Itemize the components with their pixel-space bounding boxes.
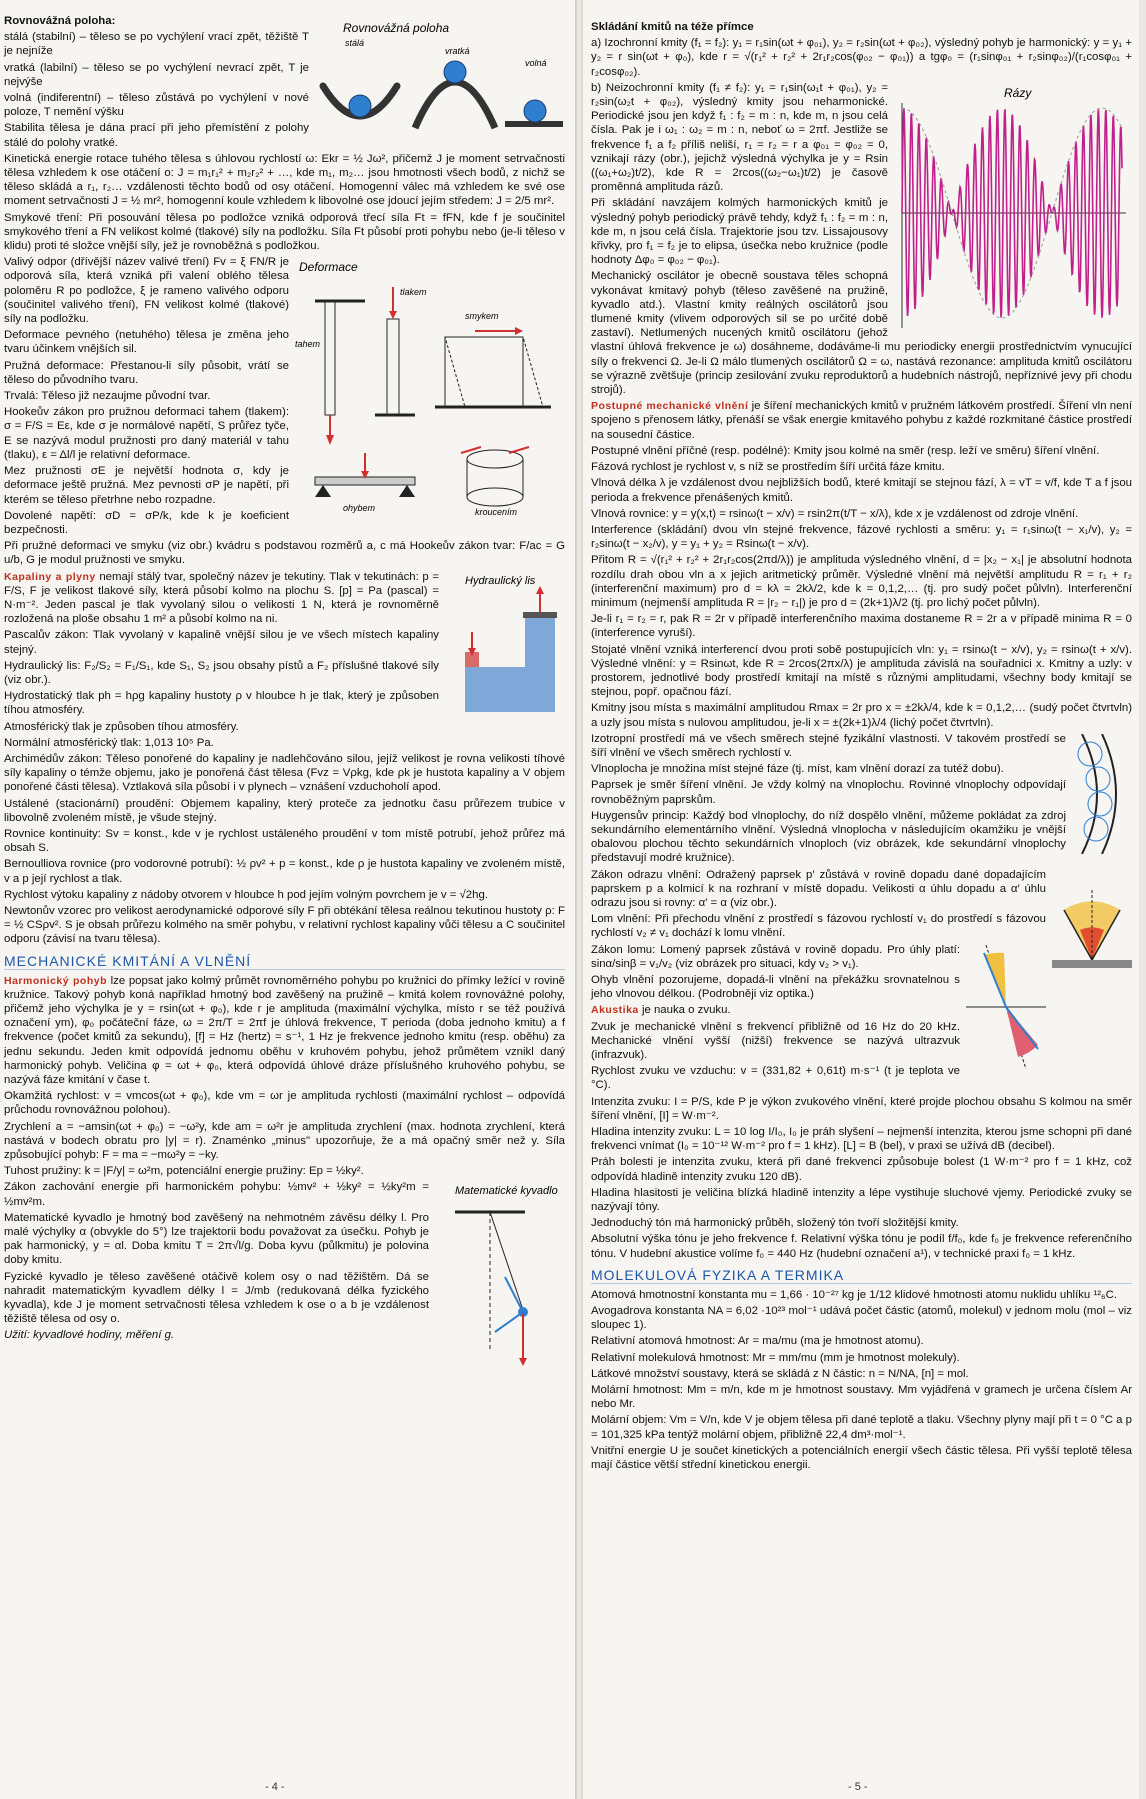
text-rovnice-kontinuity: Rovnice kontinuity: Sv = konst., kde v je rychlost ustáleného proudění v tom místě potrubí, jehož průřez má obsah S. [4, 827, 565, 855]
text-avogadrova-konstanta: Avogadrova konstanta NA = 6,02 ·10²³ mol⁻¹ udává počet částic (atomů, molekul) v jednom molu (mol – viz sloupec 1). [591, 1305, 1132, 1332]
text-normalni-tlak: Normální atmosférický tlak: 1,013 10⁵ Pa. [4, 736, 214, 749]
text-deformace: Deformace pevného (netuhého) tělesa je změna jeho tvaru účinkem vnějších sil. [4, 329, 289, 356]
text-stojate-vlneni: Stojaté vlnění vzniká interferencí dvou proti sobě postupujících vln: y₁ = rsinω(t − x/v), y₂ = rsinω(t + x/v). Výsledné vlnění: y = Rsinωt, kde R = 2rcos(2πx/λ) je amplituda závislá na souřadnici x. Kmitny a uzly: v prostorem, jednotlivé body prostředí kmitají na místě s různými amplitudami, všechny body kmitají se stejnou, popř. opačnou fází. [591, 643, 1132, 699]
text-postupne-vlneni: je šíření mechanických kmitů v pružném látkovém prostředí. Šíření vln není spojeno s přenosem látky, přenáší se však energie kmitavého pohybu z každé rozkmitané částice prostředí na sousední částice. [591, 400, 1132, 441]
pendulum-title: Matematické kyvadlo [455, 1185, 558, 1198]
text-jednoduchy-ton: Jednoduchý tón má harmonický průběh, složený tón tvoří složitější kmity. [591, 1217, 959, 1230]
text-paprsek: Paprsek je směr šíření vlnění. Je vždy kolmý na vlnoplochu. Rovinné vlnoplochy odpovídají rovnoběžným paprskům. [591, 779, 1066, 806]
equilibrium-figure [315, 16, 565, 134]
text-molarni-objem: Molární objem: Vm = V/n, kde V je objem tělesa při dané teplotě a tlaku. Všechny plyny mají při t = 0 °C a p = 101,325 kPa tentýž molární objem, přibližně 22,4 dm³·mol⁻¹. [591, 1414, 1132, 1441]
text-hladina-hlasitosti: Hladina hlasitosti je veličina blízká hladině intenzity a lépe vystihuje sluchové vjemy. Periodické zvuky se nazývají tóny. [591, 1186, 1132, 1214]
text-vratka: vratká (labilní) – těleso se po vychýlení nevrací zpět, T je nejvýše [4, 61, 309, 88]
text-kmitny-uzly: Kmitny jsou místa s maximální amplitudou Rmax = 2r pro x = ±2kλ/4, kde k = 0,1,2,… (sudý počet čtvrtvln) a uzly jsou místa s nulovou amplitudou, je-li x = ±(2k+1)λ/4 (lichý počet čtvrtvln). [591, 702, 1132, 729]
text-huygensuv-princip: Huygensův princip: Každý bod vlnoplochy, do níž dospělo vlnění, můžeme pokládat za zdroj sekundárního elementárního vlnění. Výsledná vlnoplocha v následujícím okamžiku je vnější obalovou plochou těchto sekundárních vlnoploch (viz obrázek, kde sekundární vlnoplochy představují modré kružnice). [591, 809, 1066, 865]
text-kapaliny-a-plyny: nemají stálý tvar, společný název je tekutiny. Tlak v tekutinách: p = F/S, F je velikost tlakové síly, která působí kolmo na plochu S. [p] = Pa (pascal) = N·m⁻². Jeden pascal je tlak vyvolaný silou o velikosti 1 N, která je rovnoměrně rozložená na ploše obsahu 1 m² a působí kolmo na ni. [4, 570, 439, 626]
text-intenzita-zvuku: Intenzita zvuku: I = P/S, kde P je výkon zvukového vlnění, které projde plochou obsahu S kolmou na směr šíření vlnění, [I] = W·m⁻². [591, 1095, 1132, 1122]
text-ustalene-proudeni: Ustálené (stacionární) proudění: Objemem kapaliny, který proteče za jednotku času průřezem trubice v libovolně zvoleném místě, je všude stejný. [4, 797, 565, 824]
text-volna: volná (indiferentní) – těleso zůstává po vychýlení v nové poloze, T nemění výšku [4, 92, 309, 119]
text-hladina-intenzity: Hladina intenzity zvuku: L = 10 log I/I₀, I₀ je práh slyšení – nejmenší intenzita, kterou jsme schopni při dané frekvenci vnímat (I₀ = 10⁻¹² W·m⁻² pro f = 1 kHz). [L] = B (bel), v praxi se užívá dB (decibel). [591, 1126, 1132, 1153]
text-hookeuv-zakon: Hookeův zákon pro pružnou deformaci tahem (tlakem): σ = F/S = Eε, kde σ je normálové napětí, S průřez tyče, E se nazývá modul pružnosti pro daný materiál v tahu (tlaku), ε = Δl/l je relativní deformace. [4, 406, 289, 461]
text-fazova-rychlost: Fázová rychlost je rychlost v, s níž se prostředím šíří určitá fáze kmitu. [591, 461, 945, 474]
text-vnitrni-energie: Vnitřní energie U je součet kinetických a potenciálních energií všech částic tělesa. Při vyšší teplotě tělesa mají částice větší střední kinetickou energii. [591, 1444, 1132, 1472]
text-tuhost-pruziny: Tuhost pružiny: k = |F/y| = ω²m, potenciální energie pružiny: Ep = ½ky². [4, 1165, 364, 1178]
text-archimeduv-zakon: Archimédův zákon: Těleso ponořené do kapaliny je nadlehčováno silou, jejíž velikost je rovna velikosti tíhové síly kapaliny o témže objemu, jako je ponořená část tělesa (Fvz = Vρkg, kde ρk je hustota kapaliny a V objem ponořené části tělesa). Vztlaková síla působí i v plynech – vznášení vzduchoholí apod. [4, 752, 565, 794]
text-prah-bolesti: Práh bolesti je intenzita zvuku, která při dané frekvenci způsobuje bolest (1 W·m⁻² pro f = 1 kHz, což odpovídá hladině intenzity zvuku 120 dB). [591, 1156, 1132, 1183]
equilibrium-label-stala: stálá [345, 38, 365, 48]
text-izotropni-prostredi: Izotropní prostředí má ve všech směrech stejné fyzikální vlastnosti. V takovém prostředí se šíří vlnění ve všech směrech rychlostí v. [591, 732, 1066, 759]
text-latkove-mnozstvi: Látkové množství soustavy, která se skládá z N částic: n = N/NA, [n] = mol. [591, 1367, 969, 1380]
text-matematicke-kyvadlo: Matematické kyvadlo je hmotný bod zavěšený na nehmotném závěsu délky l. Pro malé výchylky α (obvykle do 5°) lze trajektorii bodu považovat za úsečku. Pohyb je pak harmonický, y = αl. Doba kmitu T = 2π√l/g. Doba kyvu (půlkmitu) je polovina doby kmitu. [4, 1211, 429, 1267]
text-uziti: Užití: kyvadlové hodiny, měření g. [4, 1329, 175, 1342]
text-okamzita-rychlost: Okamžitá rychlost: v = vmcos(ωt + φ₀), kde vm = ωr je amplituda rychlosti (maximální rychlost – odpovídá průchodu rovnovážnou polohou). [4, 1090, 565, 1117]
beats-figure-title: Rázy [1004, 85, 1032, 100]
subheading-harmonicky-pohyb: Harmonický pohyb [4, 974, 107, 987]
text-stala: stálá (stabilní) – těleso se po vychýlení vrací zpět, těžiště T je nejníže [4, 31, 309, 58]
text-atmosfericky-tlak: Atmosférický tlak je způsoben tíhou atmosféry. [4, 720, 239, 733]
text-lom-vlneni: Lom vlnění: Při přechodu vlnění z prostředí s fázovou rychlostí v₁ do prostředí s fázovou rychlostí v₂ ≠ v₁ dochází k lomu vlnění. [591, 913, 1046, 940]
text-fyzicke-kyvadlo: Fyzické kyvadlo je těleso zavěšené otáčivě kolem osy o nad těžištěm. Dá se nahradit matematickým kyvadlem délky l = J/mb (redukovaná délka fyzického kyvadla), kde J je moment setrvačnosti tělesa vzhledem k ose o a b je vzdálenost těžiště tělesa od osy o. [4, 1270, 429, 1326]
deformation-label-smykem: smykem [465, 311, 499, 322]
text-zakon-odrazu: Zákon odrazu vlnění: Odražený paprsek p′ zůstává v rovině dopadu dané dopadajícím paprskem p a kolmicí k na rozhraní v místě dopadu. Velikosti α úhlu dopadu a α′ úhlu odrazu jsou si rovny: α′ = α (viz obr.). [591, 868, 1046, 909]
text-valivy-odpor: Valivý odpor (dřívější název valivé tření) Fv = ξ FN/R je odporová síla, která vzniká při valení oblého tělesa poloměru R po podložce, ξ je rameno valivého odporu (součinitel valivého tření), FN velikost kolmé (tlakové) síly na podložku. [4, 256, 289, 326]
hydraulic-press-title: Hydraulický lis [465, 574, 536, 587]
reflection-figure [1052, 870, 1132, 990]
next-page-edge [1139, 0, 1146, 1799]
text-amplituda-interference: Přitom R = √(r₁² + r₂² + 2r₁r₂cos(2πd/λ)) je amplituda výsledného vlnění, d = |x₂ − x₁| je absolutní hodnota rozdílu drah obou vln a x jejich aritmetický průměr. Výsledné vlnění má největší amplitudu R = r₁ + r₂ (interferenční maximum) pro d = kλ = 2kλ/2, kde k = 0,1,2,… (tj. pro sudý počet půlvln). Interferenční minimum (nejmenší amplituda R = |r₂ − r₁|) je pro d = (2k+1)λ/2 (tj. pro lichý počet půlvln). [591, 554, 1132, 609]
text-atomova-konstanta: Atomová hmotnostní konstanta mu = 1,66 · 10⁻²⁷ kg je 1/12 klidové hmotnosti atomu nuklidu uhlíku ¹²₆C. [591, 1288, 1117, 1301]
deformation-figure-title: Deformace [299, 260, 358, 275]
text-interference-rovne-amplitudy: Je-li r₁ = r₂ = r, pak R = 2r v případě interferenčního maxima dostaneme R = 2r a v případě minima R = 0 (interference vyruší). [591, 613, 1132, 640]
section-heading-kmitani: MECHANICKÉ KMITÁNÍ A VLNĚNÍ [4, 953, 565, 970]
equilibrium-label-volna: volná [525, 58, 547, 68]
book-spine [575, 0, 583, 1799]
deformation-label-tlakem: tlakem [400, 287, 427, 298]
text-rychlost-zvuku: Rychlost zvuku ve vzduchu: v = (331,82 + 0,61t) m·s⁻¹ (t je teplota ve °C). [591, 1065, 960, 1092]
text-interference: Interference (skládání) dvou vln stejné frekvence, fázové rychlosti a směru: y₁ = r₁sinω(t − x₁/v), y₂ = r₂sinω(t − x₂/v), y = y₁ + y₂ = Rsinω(t − x/v). [591, 523, 1132, 551]
text-zakon-lomu: Zákon lomu: Lomený paprsek zůstává v rovině dopadu. Pro úhly platí: sinα/sinβ = v₁/v₂ (viz obrázek pro situaci, kdy v₂ > v₁). [591, 943, 960, 970]
beats-figure [894, 83, 1132, 333]
text-smykove-treni: Smykové tření: Při posouvání tělesa po podložce vzniká odporová třecí síla Ft = fFN, kde f je součinitel smykového tření a FN velikost kolmé (tlakové) síly na podložku. Síla Ft působí proti pohybu nebo (je-li těleso v klidu) proti té složce vnější síly, jež je rovnoběžná s podložkou. [4, 211, 565, 253]
deformation-label-tahem: tahem [295, 339, 321, 350]
deformation-label-krouceni: kroucením [475, 507, 518, 518]
text-vlnova-rovnice: Vlnová rovnice: y = y(x,t) = rsinω(t − x/v) = rsin2π(t/T − x/λ), kde x je vzdálenost od zdroje vlnění. [591, 507, 1079, 520]
text-pricne-podelne: Postupné vlnění příčné (resp. podélné): Kmity jsou kolmé na směr (resp. leží ve směru) šíření vlnění. [591, 444, 1100, 457]
text-mez-pruznosti: Mez pružnosti σE je největší hodnota σ, kdy je deformace ještě pružná. Mez pevnosti σP je napětí, při kterém se těleso přetrhne nebo rozpadne. [4, 465, 289, 506]
subheading-akustika: Akustika [591, 1004, 639, 1017]
text-vlnova-delka: Vlnová délka λ je vzdálenost dvou nejbližších bodů, které kmitají se stejnou fází, λ = vT = v/f, kde T a f jsou perioda a frekvence přenášených kmitů. [591, 477, 1132, 504]
text-dovolene-napeti: Dovolené napětí: σD = σP/k, kde k je koeficient bezpečnosti. [4, 509, 289, 536]
section-heading-molekulova-fyzika: MOLEKULOVÁ FYZIKA A TERMIKA [591, 1267, 1132, 1284]
text-zvuk: Zvuk je mechanické vlnění s frekvencí přibližně od 16 Hz do 20 kHz. Mechanické vlnění vyšší (nižší) frekvence se nazývá ultrazvuk (infrazvuk). [591, 1020, 960, 1062]
text-relativni-atomova: Relativní atomová hmotnost: Ar = ma/mu (ma je hmotnost atomu). [591, 1335, 924, 1348]
text-izochronni-kmity: a) Izochronní kmity (f₁ = f₂): y₁ = r₁sin(ωt + φ₀₁), y₂ = r₂sin(ωt + φ₀₂), výsledný pohyb je harmonický: y = y₁ + y₂ = r sin(ωt + φ₀), kde r = √(r₁² + r₂² + 2r₁r₂cos(φ₀₂ − φ₀₁)) a tgφ₀ = (r₁sinφ₀₁ + r₂sinφ₀₂)/(r₁cosφ₀₁ + r₂cosφ₀₂). [591, 37, 1132, 78]
text-kineticka-energie: Kinetická energie rotace tuhého tělesa s úhlovou rychlostí ω: Ekr = ½ Jω², přičemž J je moment setrvačnosti tělesa vzhledem k ose otáčení o: J = m₁r₁² + m₂r₂² + …, kde m₁, m₂… jsou hmotnosti všech bodů, z nichž se těleso skládá a r₁, r₂… vzdálenosti těchto bodů od osy otáčení. Homogenní válec má vzhledem ke své ose moment setrvačnosti J = ½ mr², homogenní koule vzhledem k libovolné ose jdoucí jejím středem: J = 2/5 mr². [4, 152, 565, 208]
text-harmonicky-pohyb: lze popsat jako kolmý průmět rovnoměrného pohybu po kružnici do přímky ležící v rovině kružnice. Takový pohyb koná například hmotný bod zavěšený na pružině – kmitá kolem rovnovážné polohy, přičemž jeho výchylka je y = rsin(ωt + φ₀), kde r je amplituda (maximální výchylka, místo r se též používá označení ym), φ₀ počáteční fáze, ω = 2π/T = 2πf je úhlová frekvence, T perioda (doba jednoho kmitu) a f frekvence (počet kmitů za sekundu), [f] = Hz (hertz) = s⁻¹, 1 Hz je frekvence jednoho kmitu (resp. oběhu) za jednu sekundu. Jeden kmit odpovídá jednomu oběhu v kruhovém pohybu, jehož průmětem vznikl daný harmonický pohyb. Veličina φ = ωt + φ₀, která odpovídá úhlové dráze příslušného kruhového pohybu, se nazývá fáze kmitání v čase t. [4, 974, 565, 1087]
equilibrium-figure-title: Rovnovážná poloha [343, 21, 450, 35]
page-number-left: - 4 - [265, 1781, 285, 1793]
refraction-figure [966, 945, 1046, 1075]
text-hydraulicky-lis: Hydraulický lis: F₂/S₂ = F₁/S₁, kde S₁, S₂ jsou obsahy pístů a F₂ příslušné tlakové síly (viz obr.). [4, 659, 439, 686]
subheading-postupne-vlneni: Postupné mechanické vlnění [591, 400, 749, 413]
equilibrium-heading: Rovnovážná poloha: [4, 15, 116, 27]
pendulum-figure [435, 1182, 565, 1372]
text-relativni-molekulova: Relativní molekulová hmotnost: Mr = mm/mu (mm je hmotnost molekuly). [591, 1351, 960, 1364]
text-ohyb-vlneni: Ohyb vlnění pozorujeme, dopadá-li vlnění na překážku srovnatelnou s jeho vlnovou délkou. (Podrobněji viz optika.) [591, 974, 960, 1001]
text-smyk: Při pružné deformaci ve smyku (viz obr.) kvádru s podstavou rozměrů a, c má Hookeův zákon tvar: F/ac = G u/b, G je modul pružnosti ve smyku. [4, 540, 565, 567]
text-vlnoplocha: Vlnoplocha je množina míst stejné fáze (tj. míst, kam vlnění dorazí za tutéž dobu). [591, 763, 1004, 776]
equilibrium-label-vratka: vratká [445, 46, 470, 56]
text-newtonuv-vzorec: Newtonův vzorec pro velikost aerodynamické odporové síly F při obtékání tělesa reálnou tekutinou hustoty ρ: F = ½ CSρv². S je obsah průřezu kolmého na směr pohybu, v relativní rychlost kapaliny vůči tělesu a C součinitel odporu (závisí na tvaru tělesa). [4, 904, 565, 946]
page-5 [583, 0, 1138, 1799]
text-akustika: je nauka o zvuku. [638, 1004, 731, 1017]
deformation-label-ohybem: ohybem [343, 503, 376, 514]
heading-skladani-kmitu: Skládání kmitů na téže přímce [591, 21, 754, 33]
text-vyska-tonu: Absolutní výška tónu je jeho frekvence f. Relativní výška tónu je podíl f/f₀, kde f₀ je frekvence referenčního tónu. V hudební akustice volíme f₀ = 440 Hz (hudební označení a¹), v technické praxi f₀ = 1 kHz. [591, 1233, 1132, 1260]
text-neizochronni-kmity: b) Neizochronní kmity (f₁ ≠ f₂): y₁ = r₁sin(ω₁t + φ₀₁), y₂ = r₂sin(ω₂t + φ₀₂), výsledný kmity jsou neharmonické. Periodické jsou jen když f₁ : f₂ = m : n, kde m, n jsou celá čísla. Pak je i ω₁ : ω₂ = m : n, neboť ω = 2πf. Jestliže se frekvence f₁ a f₂ příliš neliší, r₁ = r₂ = r a φ₀₁ = φ₀₂ = 0, vznikají rázy (obr.), jejichž výsledná výchylka je y = Rsin ((ω₁+ω₂)t/2), kde R = 2rcos((ω₂−ω₁)t/2) je časově proměnná amplituda rázů. [591, 81, 888, 194]
text-zakon-zachovani-energie: Zákon zachování energie při harmonickém pohybu: ½mv² + ½ky² = ½ky²m = ½mv²m. [4, 1181, 429, 1208]
text-rychlost-vytoku: Rychlost výtoku kapaliny z nádoby otvorem v hloubce h pod jejím volným povrchem je v = √2hg. [4, 888, 488, 901]
hydraulic-press-figure [445, 572, 565, 732]
text-pascaluv-zakon: Pascalův zákon: Tlak vyvolaný v kapalině vnější silou je ve všech místech kapaliny stejný. [4, 629, 439, 656]
text-mechanicky-oscilator: Mechanický oscilátor je obecně soustava těles schopná vykonávat kmitavý pohyb (těleso zavěšené na pružině, kyvadlo atd.). Vlastní kmity reálných oscilátorů jsou tlumené kmity (vlivem odporových sil se po určité době zastaví). Netlumených nucených kmitů oscilátoru (jehož vlastní úhlová frekvence je ω) dosáhneme, dodáváme-li mu periodicky energii prostřednictvím vynucující síly o frekvenci Ω. Je-li Ω málo tlumených oscilátorů Ω = ω, nastává rezonance: amplituda kmitů oscilátoru se výrazně zvětšuje (princip zesilování zvuku reproduktorů a hudebních nástrojů, nepříznivé jevy při chodu strojů). [591, 270, 1132, 397]
huygens-figure [1072, 734, 1132, 854]
text-kolme-kmity: Při skládání navzájem kolmých harmonických kmitů je výsledný pohyb periodický právě tehdy, když f₁ : f₂ = m : n, kde m, n jsou celá čísla. Trajektorie jsou tzv. Lissajousovy křivky, pro f₁ = f₂ je to elipsa, úsečka nebo kružnice (podle hodnoty Δφ₀ = φ₀₂ − φ₀₁). [591, 197, 888, 267]
subheading-kapaliny-a-plyny: Kapaliny a plyny [4, 570, 96, 583]
text-molarni-hmotnost: Molární hmotnost: Mm = m/n, kde m je hmotnost soustavy. Mm vyjádřená v gramech je určena číslem Ar nebo Mr. [591, 1384, 1132, 1411]
deformation-figure [295, 257, 565, 519]
page-number-right: - 5 - [848, 1781, 868, 1793]
text-stabilita: Stabilita tělesa je dána prací při jeho přemístění z polohy stálé do polohy vratké. [4, 122, 309, 149]
text-trvala-deformace: Trvalá: Těleso již nezaujme původní tvar. [4, 390, 211, 403]
text-bernoulliova-rovnice: Bernoulliova rovnice (pro vodorovné potrubí): ½ ρv² + p = konst., kde ρ je hustota kapaliny ve zvoleném místě, v a p její rychlost a tlak. [4, 858, 565, 885]
text-hydrostaticky-tlak: Hydrostatický tlak ph = hρg kapaliny hustoty ρ v hloubce h je tlak, který je způsoben tíhou atmosféry. [4, 690, 439, 717]
text-zrychleni: Zrychlení a = −amsin(ωt + φ₀) = −ω²y, kde am = ω²r je amplituda zrychlení (max. hodnota zrychlení, která nastává v bodech obratu pro |y| = r). Znaménko „minus" upozorňuje, že a má opačný směr než y. Síla způsobující pohyb: F = ma = −mω²y = −ky. [4, 1120, 565, 1162]
text-pruzna-deformace: Pružná deformace: Přestanou-li síly působit, vrátí se těleso do původního tvaru. [4, 359, 289, 386]
